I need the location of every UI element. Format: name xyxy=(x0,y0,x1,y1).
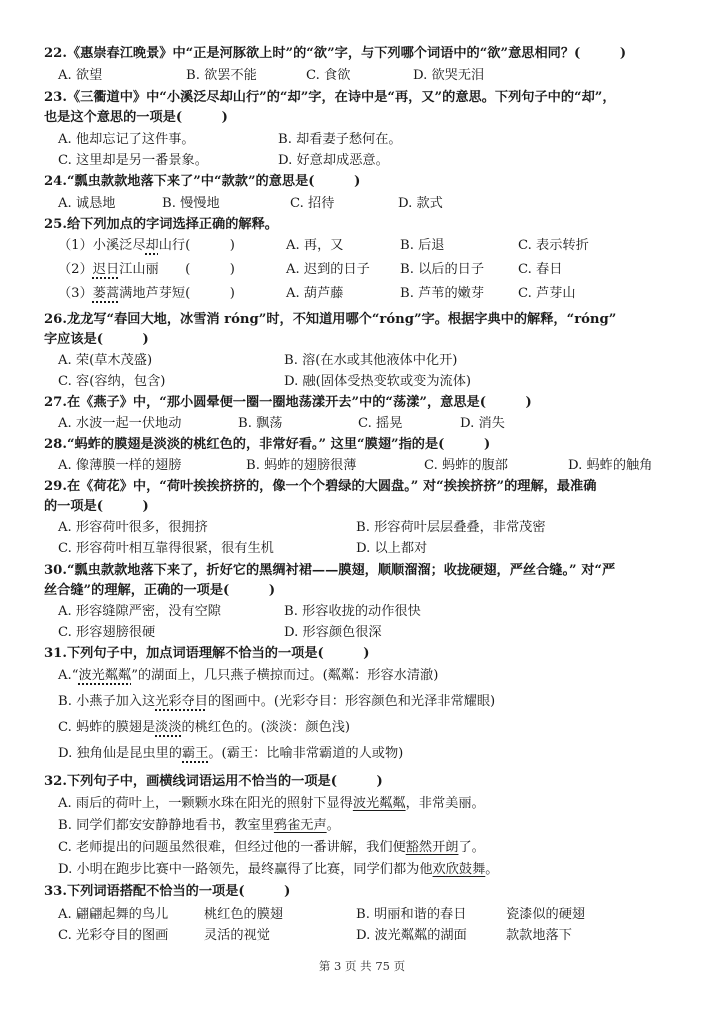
q25-item-2-option-c: C. 春日 xyxy=(518,262,563,277)
q26-option-b: B. 溶(在水或其他液体中化开) xyxy=(284,353,458,368)
q22-stem: 22.《惠崇春江晚景》中“正是河豚欲上时”的“欲”字，与下列哪个词语中的“欲”意思相同？( ) xyxy=(44,46,627,61)
q30-option-a: A. 形容缝隙严密，没有空隙 xyxy=(58,604,221,619)
q27-option-a: A. 水波一起一伏地动 xyxy=(58,416,182,431)
q23-stem: 23.《三衢道中》中“小溪泛尽却山行”的“却”字，在诗中是“再，又”的意思。下列句子中的“却”， xyxy=(44,90,616,105)
q33-option-d-phrase-1: D. 波光粼粼的湖面 xyxy=(356,928,467,943)
q22-option-d: D. 欲哭无泪 xyxy=(413,68,485,83)
q25-item-1-option-c: C. 表示转折 xyxy=(518,238,589,253)
dotted-word: 淡淡 xyxy=(155,720,182,735)
q28-option-d: D. 蚂蚱的触角 xyxy=(568,458,653,473)
q29-option-c: C. 形容荷叶相互靠得很紧，很有生机 xyxy=(58,541,274,556)
q30-stem: 30.“瓢虫款款地落下来了，折好它的黑绸衬裙——膜翅，顺顺溜溜；收拢硬翅，严丝合缝。” 对“严 xyxy=(44,563,616,578)
q33-option-d-phrase-2: 款款地落下 xyxy=(506,928,572,943)
q23-option-b: B. 却看妻子愁何在。 xyxy=(278,132,402,147)
q22-option-b: B. 欲罢不能 xyxy=(186,68,257,83)
q28-option-b: B. 蚂蚱的翅膀很薄 xyxy=(246,458,357,473)
q25-item-3-option-c: C. 芦芽山 xyxy=(518,286,576,301)
q26-stem-2: 字应该是( ) xyxy=(44,332,149,347)
q27-option-b: B. 飘荡 xyxy=(238,416,283,431)
q26-option-c: C. 容(容纳，包含) xyxy=(58,374,166,389)
q24-option-d: D. 款式 xyxy=(398,196,443,211)
q24-option-b: B. 慢慢地 xyxy=(162,196,220,211)
q30-option-b: B. 形容收拢的动作很快 xyxy=(284,604,421,619)
q26-stem: 26.龙龙写“春回大地，冰雪消 róng”时，不知道用哪个“róng”字。根据字典中的解释，“róng” xyxy=(44,312,617,327)
q29-stem: 29.在《荷花》中，“荷叶挨挨挤挤的，像一个个碧绿的大圆盘。” 对“挨挨挤挤”的理解，最准确 xyxy=(44,479,597,494)
q31-option-b: B. 小燕子加入这光彩夺目的图画中。(光彩夺目：形容颜色和光泽非常耀眼) xyxy=(58,694,496,709)
q30-stem-2: 丝合缝”的理解，正确的一项是( ) xyxy=(44,583,276,598)
dotted-word: 霸王 xyxy=(182,746,209,761)
q31-option-d: D. 独角仙是昆虫里的霸王。(霸王：比喻非常霸道的人或物) xyxy=(58,746,404,761)
dotted-word: 波光粼粼 xyxy=(78,668,132,683)
q28-option-a: A. 像薄膜一样的翅膀 xyxy=(58,458,182,473)
q33-stem: 33.下列词语搭配不恰当的一项是( ) xyxy=(44,884,291,899)
q28-option-c: C. 蚂蚱的腹部 xyxy=(424,458,508,473)
q31-stem: 31.下列句子中，加点词语理解不恰当的一项是( ) xyxy=(44,646,370,661)
q31-option-a: A.“波光粼粼”的湖面上，几只燕子横掠而过。(粼粼：形容水清澈) xyxy=(58,668,439,683)
underlined-word: 欢欣鼓舞 xyxy=(432,862,486,877)
dotted-word: 蒌蒿 xyxy=(92,286,120,301)
q27-stem: 27.在《燕子》中，“那小圆晕便一圈一圈地荡漾开去”中的“荡漾”，意思是( ) xyxy=(44,395,532,410)
q32-stem: 32.下列句子中，画横线词语运用不恰当的一项是( ) xyxy=(44,774,383,789)
q23-option-a: A. 他却忘记了这件事。 xyxy=(58,132,195,147)
q26-option-d: D. 融(固体受热变软或变为流体) xyxy=(284,374,472,389)
q30-option-c: C. 形容翅膀很硬 xyxy=(58,625,156,640)
q25-item-2-option-b: B. 以后的日子 xyxy=(400,262,485,277)
q33-option-a-phrase-1: A. 翩翩起舞的鸟儿 xyxy=(58,907,169,922)
underlined-word: 豁然开朗 xyxy=(405,840,459,855)
q33-option-a-phrase-2: 桃红色的膜翅 xyxy=(204,907,284,922)
q29-option-d: D. 以上都对 xyxy=(356,541,428,556)
q30-option-d: D. 形容颜色很深 xyxy=(284,625,382,640)
underlined-word: 波光粼粼 xyxy=(352,796,406,811)
q25-item-1-option-a: A. 再，又 xyxy=(286,238,344,253)
q33-option-c-phrase-1: C. 光彩夺目的图画 xyxy=(58,928,169,943)
q25-item-3: （3）蒌蒿满地芦芽短( ) xyxy=(58,286,235,301)
q23-option-c: C. 这里却是另一番景象。 xyxy=(58,153,208,168)
q29-option-a: A. 形容荷叶很多，很拥挤 xyxy=(58,520,208,535)
q22-option-c: C. 食欲 xyxy=(306,68,351,83)
q32-option-d: D. 小明在跑步比赛中一路领先，最终赢得了比赛，同学们都为他欢欣鼓舞。 xyxy=(58,862,499,877)
q23-option-d: D. 好意却成恶意。 xyxy=(278,153,389,168)
q33-option-b-phrase-1: B. 明丽和谐的春日 xyxy=(356,907,467,922)
q25-item-1: （1）小溪泛尽却山行( ) xyxy=(58,238,235,253)
q29-stem-2: 的一项是( ) xyxy=(44,499,149,514)
q24-option-c: C. 招待 xyxy=(290,196,335,211)
q26-option-a: A. 荣(草木茂盛) xyxy=(58,353,153,368)
q22-option-a: A. 欲望 xyxy=(58,68,103,83)
q33-option-c-phrase-2: 灵活的视觉 xyxy=(204,928,270,943)
q31-option-c: C. 蚂蚱的膜翅是淡淡的桃红色的。(淡淡：颜色浅) xyxy=(58,720,351,735)
q24-stem: 24.“瓢虫款款地落下来了”中“款款”的意思是( ) xyxy=(44,174,361,189)
q25-stem: 25.给下列加点的字词选择正确的解释。 xyxy=(44,217,278,232)
dotted-word: 迟日 xyxy=(92,262,120,277)
q25-item-2: （2）迟日江山丽 ( ) xyxy=(58,262,235,277)
q32-option-c: C. 老师提出的问题虽然很难，但经过他的一番讲解，我们便豁然开朗了。 xyxy=(58,840,485,855)
dotted-word: 却 xyxy=(145,238,159,253)
q25-item-3-option-b: B. 芦苇的嫩芽 xyxy=(400,286,485,301)
underlined-word: 鸦雀无声 xyxy=(273,818,327,833)
q25-item-2-option-a: A. 迟到的日子 xyxy=(286,262,370,277)
q32-option-a: A. 雨后的荷叶上，一颗颗水珠在阳光的照射下显得波光粼粼，非常美丽。 xyxy=(58,796,485,811)
q25-item-3-option-a: A. 葫芦藤 xyxy=(286,286,344,301)
q27-option-c: C. 摇晃 xyxy=(358,416,403,431)
q33-option-b-phrase-2: 瓷漆似的硬翅 xyxy=(506,907,586,922)
q25-item-1-option-b: B. 后退 xyxy=(400,238,445,253)
q23-stem-2: 也是这个意思的一项是( ) xyxy=(44,110,228,125)
q32-option-b: B. 同学们都安安静静地看书，教室里鸦雀无声。 xyxy=(58,818,340,833)
q27-option-d: D. 消失 xyxy=(460,416,505,431)
page-number-footer: 第 3 页 共 75 页 xyxy=(318,959,406,973)
dotted-word: 光彩夺目 xyxy=(155,694,208,709)
q28-stem: 28.“蚂蚱的膜翅是淡淡的桃红色的，非常好看。” 这里“膜翅”指的是( ) xyxy=(44,437,491,452)
q29-option-b: B. 形容荷叶层层叠叠，非常茂密 xyxy=(356,520,546,535)
q24-option-a: A. 诚恳地 xyxy=(58,196,116,211)
